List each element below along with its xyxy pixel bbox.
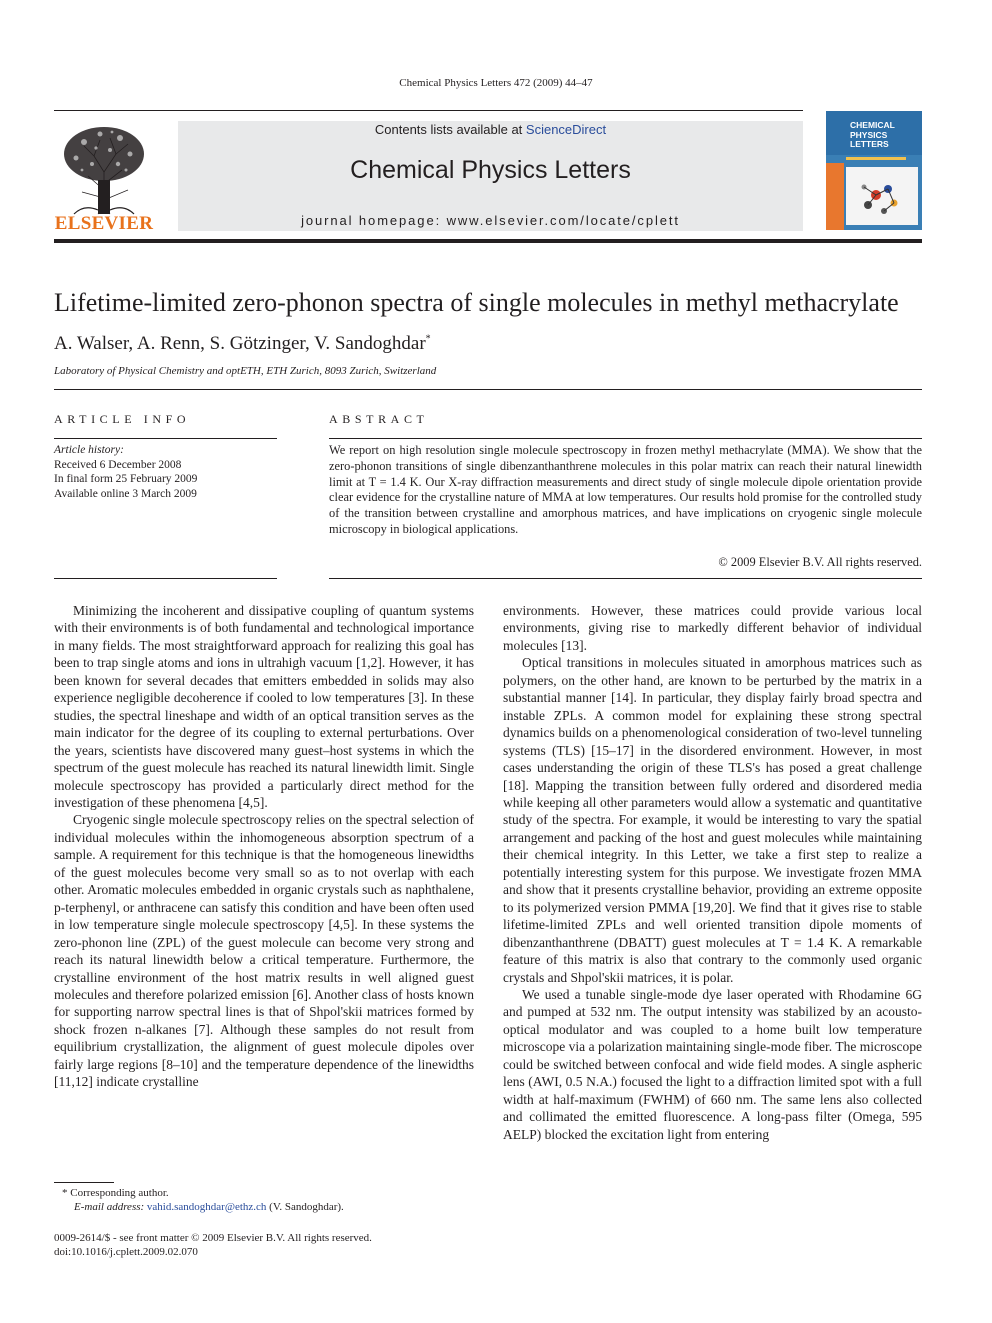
affiliation: Laboratory of Physical Chemistry and optETH, ETH Zurich, 8093 Zurich, Switzerland (54, 365, 437, 377)
history-label: Article history: (54, 444, 124, 456)
body-paragraph: We used a tunable single-mode dye laser operated with Rhodamine 6G and pumped at 532 nm. The output intensity was stabilized by an acousto-optical modulator and was coupled to a home built low temperature microscope via a polarization maintaining single-mode fiber. The microscope could be switched between confocal and wide field modes. A single aspheric lens (AWI, 0.5 N.A.) focused the light to a diffraction limited spot with a full width at half-maximum (FWHM) of 660 nm. The same lens also collected and collimated the emitted fluorescence. A long-pass filter (Omega, 595 AELP) blocked the excitation light from entering (503, 986, 922, 1142)
elsevier-logo[interactable] (54, 120, 154, 232)
body-column-right (503, 602, 922, 1143)
header-rule (54, 389, 922, 390)
revised-date: In final form 25 February 2009 (54, 473, 198, 485)
contents-prefix: Contents lists available at (374, 122, 526, 137)
abstract-text: We report on high resolution single molecule spectroscopy in frozen methyl methacrylate (MMA). We show that the zero-phonon transitions of single dibenzanthanthrene molecules in this polar matrix can reach their natural linewidth limit at T = 1.4 K. Our X-ray diffraction measurements and direct study of single molecule dipole orientation provide clear evidence for the crystalline nature of MMA at low temperatures. Our results hold promise for the controlled study of the transition between crystalline and amorphous matrices, and have implications on cryogenic single molecule microscopy in biological applications. (329, 443, 922, 536)
body-paragraph: Minimizing the incoherent and dissipative coupling of quantum systems with their environments is of both fundamental and technological importance in many fields. The most straightforward approach for realizing this goal has been to trap single atoms and ions in ultrahigh vacuum [1,2]. However, it has been known for several decades that emitters embedded in solids may also experience negligible decoherence if cooled to low temperatures [3]. In these studies, the spectral lineshape and width of an optical transition serves as the main indicator for the degree of its coupling to external perturbations. Over the years, scientists have discovered many guest–host systems in which the spectrum of the guest molecule has reached its natural linewidth limit. Single molecule spectroscopy has provided a particularly direct method for the investigation of these phenomena [4,5]. (54, 603, 474, 810)
received-date: Received 6 December 2008 (54, 458, 182, 471)
body-column-left (54, 602, 474, 1091)
running-head: Chemical Physics Letters 472 (2009) 44–47 (399, 77, 593, 89)
issn-line: 0009-2614/$ - see front matter © 2009 Elsevier B.V. All rights reserved. (54, 1232, 372, 1244)
cover-artwork (846, 167, 918, 225)
article-info-bottom-rule (54, 578, 277, 579)
cover-title-line1: CHEMICAL (850, 120, 895, 130)
body-paragraph: environments. However, these matrices could provide various local environments, giving rise to markedly different behavior of individual molecules [13]. (503, 603, 922, 653)
article-history (54, 443, 197, 501)
footnote-mark: * (62, 1187, 68, 1199)
abstract-bottom-rule (329, 578, 922, 579)
cover-title-line2: PHYSICS (850, 129, 888, 140)
abstract-rule (329, 438, 922, 439)
online-date: Available online 3 March 2009 (54, 487, 197, 500)
author-list (54, 333, 431, 355)
journal-name[interactable]: Chemical Physics Letters (350, 156, 631, 184)
footnote (62, 1186, 344, 1214)
article-info-heading: ARTICLE INFO (54, 412, 191, 426)
top-rule (54, 110, 803, 111)
contents-line (178, 122, 803, 137)
email-label: E-mail address: (74, 1201, 145, 1213)
elsevier-tree-icon (54, 120, 154, 218)
abstract-heading: ABSTRACT (329, 412, 429, 426)
doi-link[interactable]: doi:10.1016/j.cplett.2009.02.070 (54, 1246, 198, 1258)
molecule-graphic-icon (846, 167, 918, 225)
footnote-rule (54, 1182, 114, 1183)
journal-homepage-link[interactable]: journal homepage: www.elsevier.com/locate/cplett (301, 213, 680, 228)
cover-title-line3: LETTERS (850, 139, 889, 149)
copyright-line: © 2009 Elsevier B.V. All rights reserved. (718, 555, 922, 569)
elsevier-wordmark: ELSEVIER (54, 213, 154, 234)
article-title: Lifetime-limited zero-phonon spectra of single molecules in methyl methacrylate (54, 288, 899, 317)
authors: A. Walser, A. Renn, S. Götzinger, V. Sandoghdar (54, 333, 426, 354)
body-paragraph: Optical transitions in molecules situated in amorphous matrices such as polymers, on the other hand, are known to be perturbed by the matrix in a substantial manner [14]. In particular, they display fairly broad spectra and instable ZPLs. A common model for explaining these strong spectral dynamics builds on a phenomenological consideration of two-level tunneling systems (TLS) [15–17] in the disordered environment. However, in most cases understanding the origin of these TLS's has posed a great challenge [18]. Mapping the transition between fully ordered and disordered media while keeping all other parameters would allow a systematic and quantitative study of the spectra. For example, it would be interesting to vary the spatial arrangement and packing of the host and guest molecules while maintaining their chemical integrity. In this Letter, we take a first step to realize a potentially interesting system for this purpose. We investigate frozen MMA and show that it presents crystalline behavior, providing an extreme opposite to its polymerized version PMMA [19,20]. We find that it gives rise to stable lifetime-limited ZPLs and well oriented transition dipole moments of dibenzanthanthrene (DBATT) guest molecules at T = 1.4 K. A remarkable feature of this matrix is also that contrary to the commonly used organic crystals and Shpol'skii matrices, it is polar. (503, 655, 922, 985)
sciencedirect-link[interactable]: ScienceDirect (525, 122, 607, 137)
email-owner: (V. Sandoghdar). (269, 1201, 344, 1213)
corresponding-author-note: Corresponding author. (70, 1187, 169, 1199)
journal-masthead (178, 121, 803, 231)
masthead-rule (54, 239, 922, 243)
body-paragraph: Cryogenic single molecule spectroscopy relies on the spectral selection of individual molecules within the inhomogeneous absorption spectrum of a sample. A requirement for this technique is that the homogeneous linewidths of the guest molecules become very small so as to not overlap with each other. Aromatic molecules embedded in organic crystals such as naphthalene, p-terphenyl, or anthracene can satisfy this condition and have been often used in low temperature single molecule spectroscopy [4,5]. In these systems the zero-phonon line (ZPL) of the guest molecule can become very strong and reach its natural linewidth below a critical temperature. Furthermore, the crystalline environment of the host matrix results in well aligned guest molecules and therefore polarized emission [6]. Another class of hosts known for supporting narrow spectral lines is that of Shpol'skii matrices formed by shock frozen n-alkanes [7]. Although these samples do not result from equilibrium crystallization, the alignment of guest molecule dipoles over fairly large regions [8–10] and the temperature dependence of the linewidths [11,12] indicate crystalline (54, 812, 474, 1090)
author-email-link[interactable]: vahid.sandoghdar@ethz.ch (146, 1201, 267, 1213)
corresponding-author-mark[interactable]: * (425, 333, 431, 345)
article-info-rule (54, 438, 277, 439)
journal-cover-thumbnail[interactable] (826, 111, 922, 230)
article-footer (54, 1231, 372, 1259)
